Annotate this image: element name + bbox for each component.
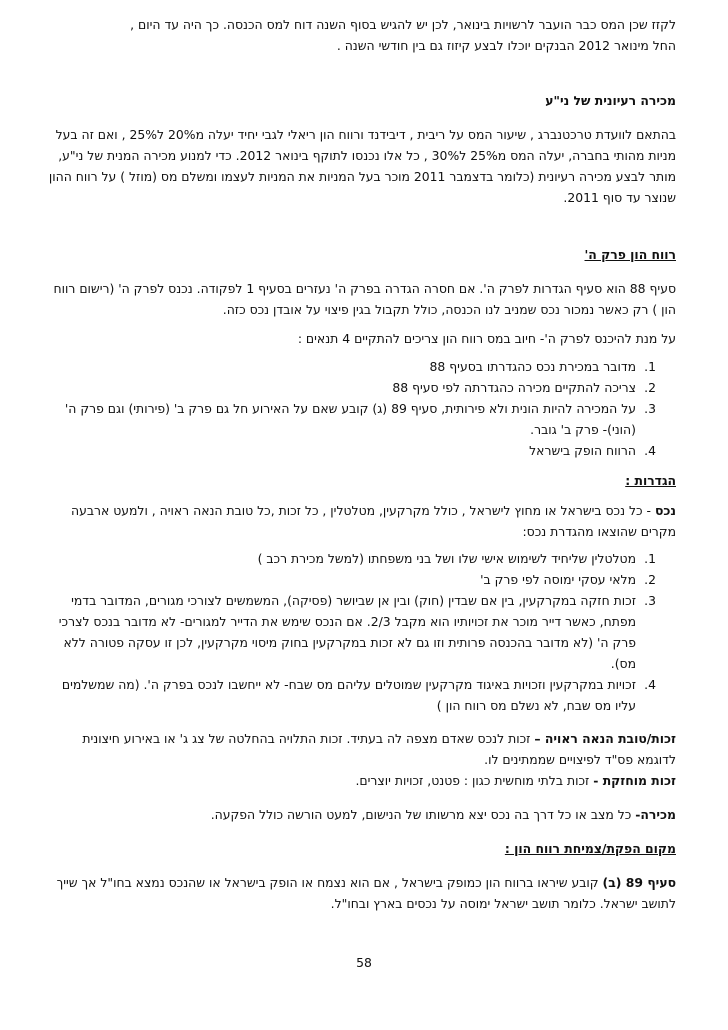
intro-line: לקזז שכן המס כבר הועבר לרשויות בינואר, לכן יש להגיש בסוף השנה דוח למס הכנסה. כך היה עד היום ,	[130, 17, 676, 32]
list-number: 3.	[644, 593, 656, 608]
asset-exceptions-list	[46, 548, 656, 716]
section-heading: מקום הפקת/צמיחת רווח הון :	[504, 841, 676, 856]
asset-definition	[46, 500, 676, 542]
conditions-list	[46, 356, 656, 461]
list-number: 2.	[644, 572, 656, 587]
term-text: זכות בלתי מוחשית כגון : פטנט, זכויות יוצרים.	[355, 773, 594, 788]
section-heading: רווח הון פרק ה'	[584, 247, 676, 262]
capital-gain-paragraph	[46, 278, 676, 320]
list-text: מלאי עסקי ימוסה לפי פרק ב'	[480, 572, 636, 587]
conceptual-sale-heading	[46, 90, 676, 111]
paragraph-text	[46, 770, 676, 791]
paragraph-text	[46, 804, 676, 825]
list-text: מטלטלין שליחיד לשימוש אישי שלו ושל בני משפחתו (למשל מכירת רכב )	[257, 551, 636, 566]
list-text: מדובר במכירת נכס כהגדרתו בסעיף 88	[429, 359, 636, 374]
paragraph-text: על מנת להיכנס לפרק ה'- חיוב במס רווח הון צריכים להתקיים 4 תנאים :	[297, 331, 676, 346]
term-text: כל מצב או כל דרך בה נכס יצא מרשותו של הנישום, למעט הורשה כולל הפקעה.	[210, 807, 636, 822]
list-item	[46, 377, 656, 398]
term-text: זכות לנכס שאדם מצפה לה בעתיד. זכות התלויה בהחלטה של צג ג' או באירוע חיצונית לדוגמא פס"ד לפיצויים שממתינים לו.	[82, 731, 676, 767]
list-number: 1.	[644, 551, 656, 566]
list-text: צריכה להתקיים מכירה כהגדרתה לפי סעיף 88	[392, 380, 636, 395]
list-number: 4.	[644, 677, 656, 692]
benefit-definition	[46, 728, 676, 770]
term-text: קובע שיראו ברווח הון כמופק בישראל , אם הוא נצמח או הופק בישראל או שהנכס נמצא בחו"ל אך שייך לתושב ישראל. כלומר תושב ישראל ימוסה על נכסים בארץ ובחו"ל.	[56, 875, 676, 911]
paragraph-text: בהתאם לוועדת טרכטנברג , שיעור המס על ריבית , דיבידנד ורווח הון ריאלי לגבי יחיד יעלה מ20% ל25% , ואם זה בעל מניות מהותי בחברה, יעלה המס מ25% ל30% , כל אלו נכנסו לתוקף בינואר 2012. כדי למנוע מכירה המנית של ני"ע, מותר לבצע מכירה רעיונית (כלומר בדצמבר 2011 מוכר בעל המניות את המניות לעצמו ומשלם מס (מוזל ) על רווח ההון שנוצר עד סוף 2011.	[48, 127, 676, 205]
list-number: 1.	[644, 359, 656, 374]
paragraph-text	[46, 872, 676, 914]
list-number: 4.	[644, 443, 656, 458]
conditions-intro	[46, 328, 676, 349]
source-heading	[46, 838, 676, 859]
term-label: זכות מוחזקת -	[593, 773, 676, 788]
list-item	[46, 356, 656, 377]
list-item	[46, 674, 656, 716]
section-heading: מכירה רעיונית של ני"ע	[545, 93, 676, 108]
list-item	[46, 440, 656, 461]
term-label: נכס	[654, 503, 676, 518]
term-text: - כל נכס בישראל או מחוץ לישראל , כולל מקרקעין, מטלטלין , כל זכות ,כל טובת הנאה ראויה , ולמעט ארבעה מקרים שהוצאו מהגדרת נכס:	[70, 503, 676, 539]
list-item	[46, 548, 656, 569]
paragraph-text	[46, 500, 676, 542]
section-heading: הגדרות :	[625, 473, 676, 488]
list-text: זכויות במקרקעין וזכויות באיגוד מקרקעין שמוטלים עליהם מס שבח- לא ייחשבו לנכס בפרק ה'. (מה שמשלמים עליו מס שבח, לא נשלם מס רווח הון )	[61, 677, 636, 713]
capital-gain-heading	[46, 244, 676, 265]
term-label: סעיף 89 (ב)	[602, 875, 676, 890]
list-text: הרווח הופק בישראל	[529, 443, 636, 458]
paragraph-text	[46, 728, 676, 770]
list-item	[46, 398, 656, 440]
sale-definition	[46, 804, 676, 825]
list-text: זכות חזקה במקרקעין, בין אם שבדין (חוק) ובין אן שביושר (פסיקה), המשמשים לצורכי מגורים, המדובר בדמי מפתח, כאשר דייר מוכר את זכויותיו הוא מקבל 2/3. אם הנכס שימש את הדייר למגורים- לא מדובר בנכס לצרכי פרק ה' (לא מדובר בהכנסה פרותית וזו גם לא זכות במקרקעין בחוק מיסוי מקרקעין, לכן זו עסקה פטורה ללא מס).	[58, 593, 636, 671]
intro-line: החל מינואר 2012 הבנקים יוכלו לבצע קיזוז גם בין חודשי השנה .	[336, 38, 676, 53]
list-item	[46, 569, 656, 590]
list-number: 2.	[644, 380, 656, 395]
term-label: זכות/טובת הנאה ראויה –	[534, 731, 676, 746]
definitions-heading	[46, 470, 676, 491]
paragraph-text: סעיף 88 הוא סעיף הגדרות לפרק ה'. אם חסרה הגדרה בפרק ה' נעזרים בסעיף 1 לפקודה. נכנס לפרק ה' (רישום רווח הון ) רק כאשר נמכור נכס שמניב לנו הכנסה, כולל תקבול בגין פיצוי על אובדן נכס כזה.	[53, 281, 676, 317]
conceptual-sale-paragraph	[46, 124, 676, 208]
source-paragraph	[46, 872, 676, 914]
list-number: 3.	[644, 401, 656, 416]
list-item	[46, 590, 656, 674]
held-right-definition	[46, 770, 676, 791]
term-label: מכירה-	[635, 807, 676, 822]
list-text: על המכירה להיות הונית ולא פירותית, סעיף 89 (ג) קובע שאם על האירוע חל גם פרק ב' (פירותי) וגם פרק ה' (הוני)- פרק ב' גובר.	[64, 401, 636, 437]
page-number: 58	[356, 955, 372, 970]
intro-paragraph	[46, 14, 676, 56]
